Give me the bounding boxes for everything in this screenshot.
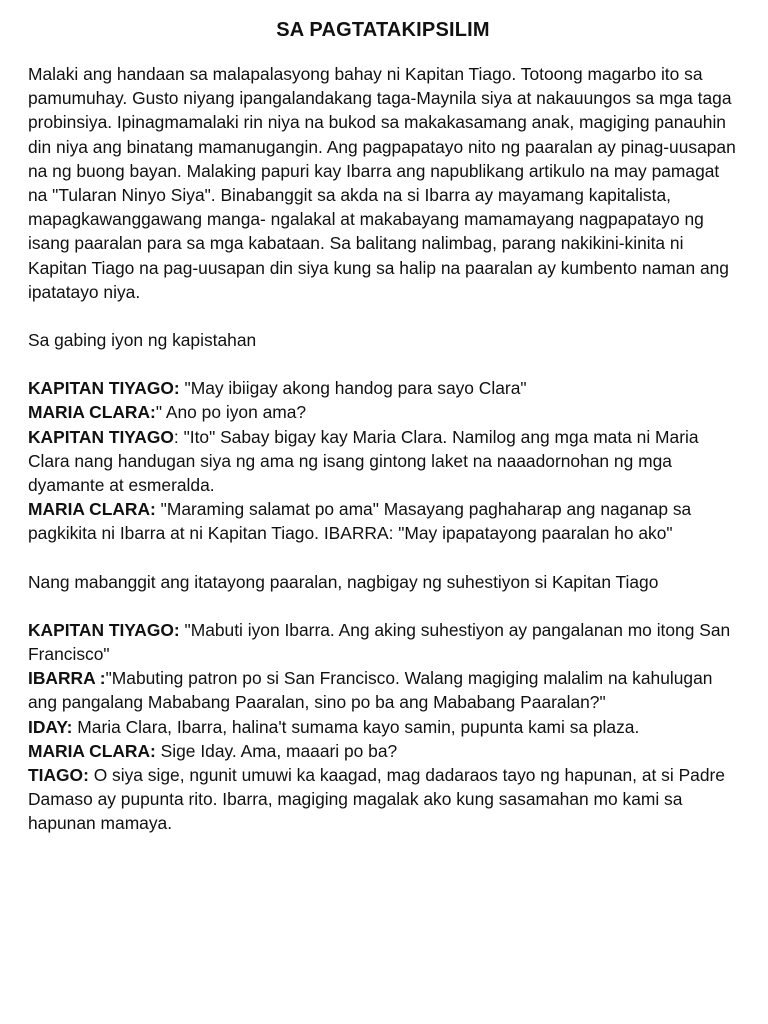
speaker-name: TIAGO: bbox=[28, 765, 89, 786]
document-title: SA PAGTATAKIPSILIM bbox=[276, 19, 490, 41]
speaker-name: KAPITAN TIYAGO bbox=[28, 426, 174, 447]
dialogue-line bbox=[28, 666, 738, 714]
speaker-name: MARIA CLARA: bbox=[28, 402, 156, 423]
speaker-name: KAPITAN TIYAGO: bbox=[28, 378, 180, 399]
paragraph-gap bbox=[28, 546, 738, 570]
dialogue-text: "Maraming salamat po ama" Masayang paghaharap ang naganap sa pagkikita ni Ibarra at ni Kapitan Tiago. IBARRA: "May ipapatayong paaralan ho ako" bbox=[28, 499, 692, 544]
dialogue-line bbox=[28, 715, 738, 739]
intro-paragraph: Malaki ang handaan sa malapalasyong bahay ni Kapitan Tiago. Totoong magarbo ito sa pamumuhay. Gusto niyang ipangalandakang taga-Maynila siya at nakauungos sa mga taga probinsiya. Ipinagmamalaki rin niya na bukod sa makakasamang anak, magiging panauhin din niya ang binatang mamanugangin. Ang pagpapatayo nito ng paaralan ay pinag-uusapan na ng buong bayan. Malaking papuri kay Ibarra ang napublikang artikulo na may pamagat na "Tularan Ninyo Siya". Binabanggit sa akda na si Ibarra ay mayamang kapitalista, mapagkawanggawang manga- ngalakal at makabayang mamamayang nagpapatayo ng isang paaralan para sa mga kabataan. Sa balitang nalimbag, parang nakikini-kinita ni Kapitan Tiago na pag-uusapan din siya kung sa halip na paaralan ay kumbento naman ang ipatatayo niya. bbox=[28, 64, 736, 302]
paragraph-gap bbox=[28, 304, 738, 328]
narration-paragraph: Nang mabanggit ang itatayong paaralan, nagbigay ng suhestiyon si Kapitan Tiago bbox=[28, 571, 659, 592]
dialogue-text: Sige Iday. Ama, maaari po ba? bbox=[155, 740, 398, 761]
dialogue-line bbox=[28, 425, 738, 498]
dialogue-line bbox=[28, 497, 738, 545]
dialogue-text: "Mabuting patron po si San Francisco. Walang magiging malalim na kahulugan ang pangalang Mababang Paaralan, sino po ba ang Mababang Paaralan?" bbox=[28, 668, 713, 713]
dialogue-text: " Ano po iyon ama? bbox=[155, 402, 307, 423]
speaker-name: MARIA CLARA: bbox=[28, 740, 156, 761]
dialogue-line bbox=[28, 739, 738, 763]
dialogue-text: "May ibiigay akong handog para sayo Clara" bbox=[179, 378, 527, 399]
scene-line: Sa gabing iyon ng kapistahan bbox=[28, 330, 257, 351]
dialogue-block-1 bbox=[28, 376, 738, 545]
dialogue-line bbox=[28, 763, 738, 836]
speaker-name: IDAY: bbox=[28, 716, 73, 737]
dialogue-text: O siya sige, ngunit umuwi ka kaagad, mag dadaraos tayo ng hapunan, at si Padre Damaso ay pupunta rito. Ibarra, magiging magalak ako kung sasamahan mo kami sa hapunan mamaya. bbox=[28, 765, 725, 834]
paragraph-gap bbox=[28, 594, 738, 618]
dialogue-line bbox=[28, 376, 738, 400]
dialogue-text: "Mabuti iyon Ibarra. Ang aking suhestiyon ay pangalanan mo itong San Francisco" bbox=[28, 619, 731, 665]
dialogue-line bbox=[28, 618, 738, 666]
speaker-name: IBARRA : bbox=[28, 668, 106, 689]
speaker-name: KAPITAN TIYAGO: bbox=[28, 619, 180, 640]
speaker-name: MARIA CLARA: bbox=[28, 499, 156, 520]
dialogue-text: : "Ito" Sabay bigay kay Maria Clara. Namilog ang mga mata ni Maria Clara nang handugan siya ng ama ng isang gintong laket na naaadornohan ng mga dyamante at esmeralda. bbox=[28, 426, 699, 496]
dialogue-line bbox=[28, 400, 738, 424]
paragraph-gap bbox=[28, 352, 738, 376]
dialogue-block-2 bbox=[28, 618, 738, 836]
dialogue-text: Maria Clara, Ibarra, halina't sumama kayo samin, pupunta kami sa plaza. bbox=[72, 716, 640, 737]
